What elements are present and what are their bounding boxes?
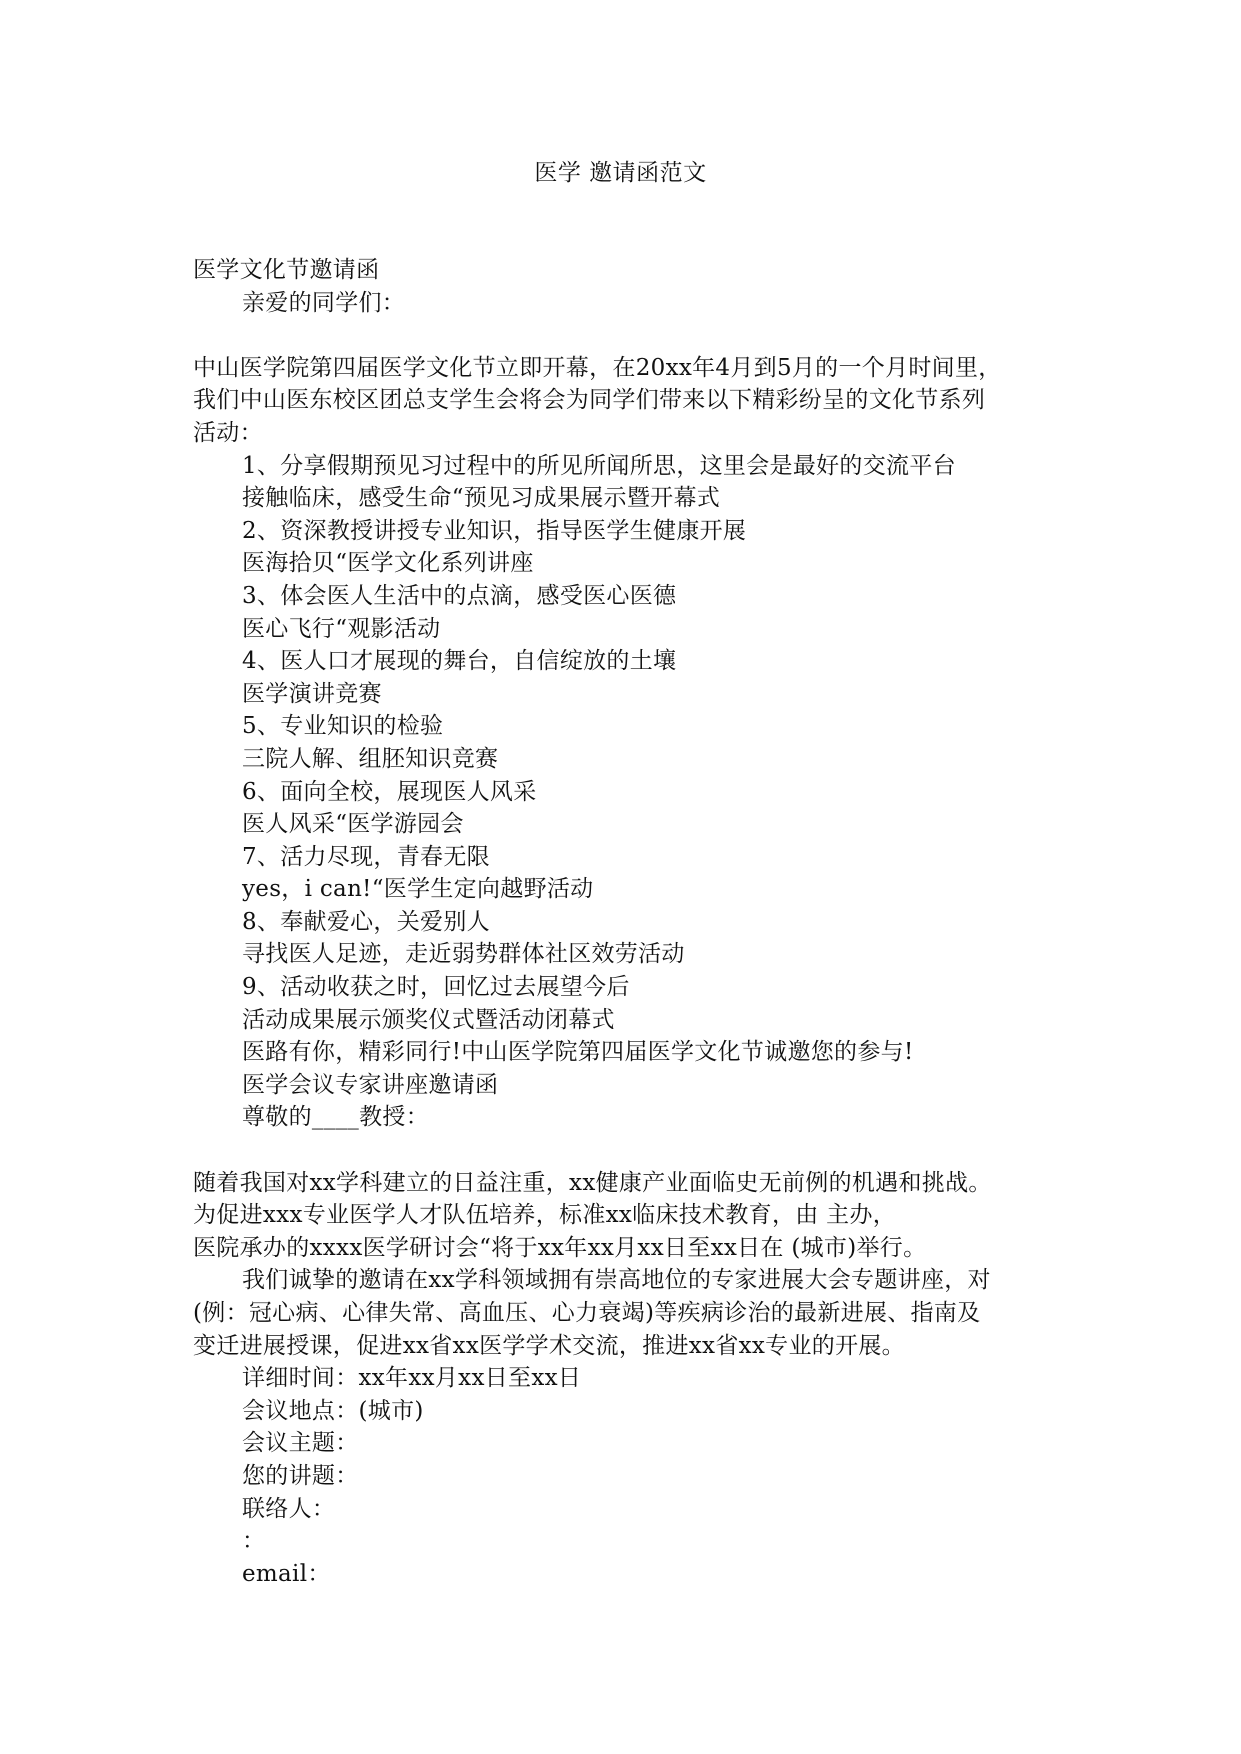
activity-line: 4、医人口才展现的舞台，自信绽放的土壤 [242,648,677,675]
section-heading-expert-lecture: 医学会议专家讲座邀请函 [242,1071,499,1098]
activity-line: 7、活力尽现，青春无限 [242,843,490,870]
closing-line: 医路有你，精彩同行!中山医学院第四届医学文化节诚邀您的参与! [242,1039,914,1066]
activity-line: 医学演讲竞赛 [242,680,382,707]
activity-line: 活动成果展示颁奖仪式暨活动闭幕式 [242,1006,615,1033]
intro-line: 活动： [193,419,263,446]
paragraph-line: 为促进xxx专业医学人才队伍培养，标准xx临床技术教育，由 主办， [193,1202,897,1229]
activity-line: 5、专业知识的检验 [242,713,444,740]
activity-line: 1、分享假期预见习过程中的所见所闻所思，这里会是最好的交流平台 [242,452,956,479]
spacer [193,319,1073,352]
activity-line: 接触临床，感受生命“预见习成果展示暨开幕式 [242,485,721,512]
activity-line: 9、活动收获之时，回忆过去展望今后 [242,974,630,1001]
detail-phone: ： [242,1528,266,1555]
section-heading-culture-festival: 医学文化节邀请函 [193,257,380,283]
activity-line: 医人风采“医学游园会 [242,811,464,838]
detail-theme: 会议主题： [242,1430,359,1457]
detail-email: email： [242,1560,331,1587]
intro-line: 中山医学院第四届医学文化节立即开幕，在20xx年4月到5月的一个月时间里， [193,354,1002,381]
activity-line: 医海拾贝“医学文化系列讲座 [242,550,534,577]
spacer [193,1134,1073,1167]
paragraph-line: 变迁进展授课，促进xx省xx医学学术交流，推进xx省xx专业的开展。 [193,1332,905,1359]
activity-line: yes，i can!“医学生定向越野活动 [242,876,594,903]
document-body [193,254,1073,1590]
activity-line: 寻找医人足迹，走近弱势群体社区效劳活动 [242,941,685,968]
paragraph-line: 我们诚挚的邀请在xx学科领域拥有崇高地位的专家进展大会专题讲座，对 [242,1267,991,1294]
detail-contact: 联络人： [242,1495,336,1522]
activity-line: 8、奉献爱心，关爱别人 [242,908,490,935]
activity-line: 2、资深教授讲授专业知识，指导医学生健康开展 [242,517,747,544]
activity-line: 6、面向全校，展现医人风采 [242,778,537,805]
detail-time: 详细时间：xx年xx月xx日至xx日 [242,1365,582,1392]
activity-line: 3、体会医人生活中的点滴，感受医心医德 [242,582,677,609]
paragraph-line: (例：冠心病、心律失常、高血压、心力衰竭)等疾病诊治的最新进展、指南及 [193,1300,981,1326]
greeting-professor: 尊敬的____教授： [242,1104,429,1131]
document-title: 医学 邀请函范文 [534,160,707,186]
activity-line: 医心飞行“观影活动 [242,615,441,642]
greeting-students: 亲爱的同学们： [242,289,406,316]
intro-line: 我们中山医东校区团总支学生会将会为同学们带来以下精彩纷呈的文化节系列 [193,387,986,414]
paragraph-line: 随着我国对xx学科建立的日益注重，xx健康产业面临史无前例的机遇和挑战。 [193,1169,992,1196]
detail-location: 会议地点：(城市) [242,1397,424,1424]
activity-line: 三院人解、组胚知识竞赛 [242,745,499,772]
paragraph-line: 医院承办的xxxx医学研讨会“将于xx年xx月xx日至xx日在 (城市)举行。 [193,1234,927,1261]
detail-topic: 您的讲题： [242,1462,359,1489]
